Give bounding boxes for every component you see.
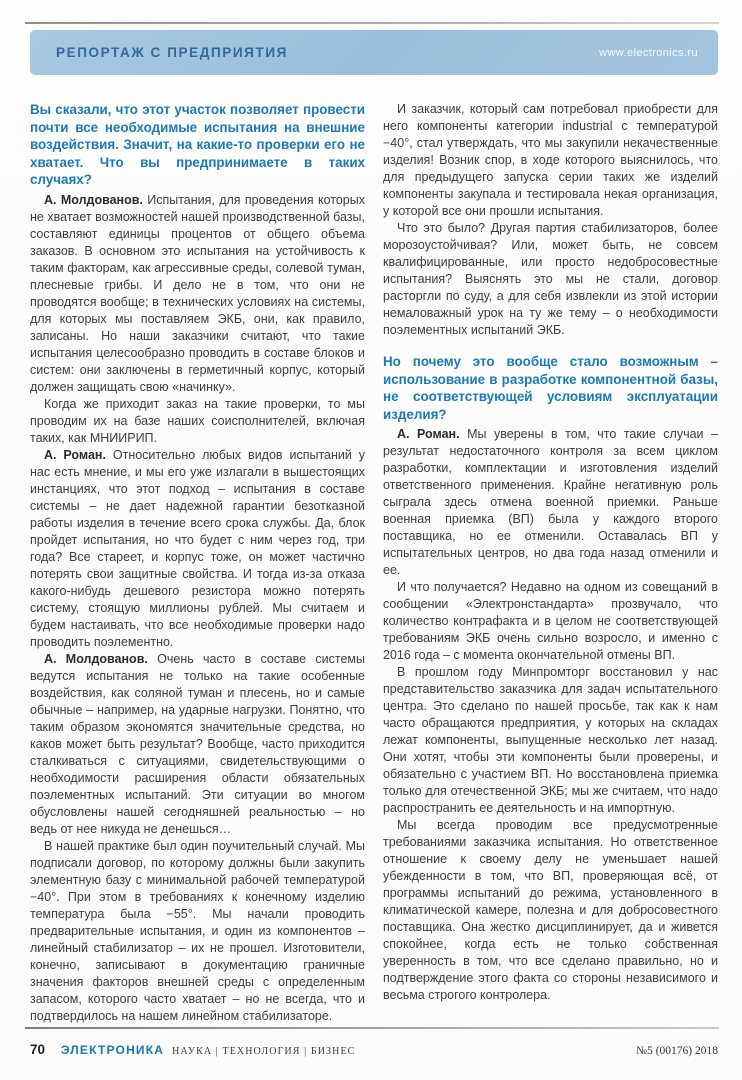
interview-question: Вы сказали, что этот участок позволяет провести почти все необходимые испытания на внешние воздействия. Значит, на какие-то проверки его не хватает. Что вы предпринимаете в таких случаях? [30,102,365,187]
left-column [30,101,365,1023]
website-url: www.electronics.ru [599,46,698,59]
paragraph-text: В прошлом году Минпромторг восстановил у нас представительство заказчика для задач испытательного центра. Это сделано по нашей просьбе, так как к нам часто обращаются предприятия, у которых на складах лежат компоненты, выпущенные несколько лет назад. Они хотят, чтобы эти компоненты были проверены, и обязательно с участием ВП. Но восстановлена приемка только для отечественной ЭКБ; мы же считаем, что надо распространить ее деятельность и на импортную. [383,665,718,815]
answer-paragraph [30,651,365,838]
paragraph-text: Что это было? Другая партия стабилизаторов, более морозоустойчивая? Или, может быть, не совсем квалифицированные, или просто недобросовестные испытания? Выяснять это мы не стали, договор расторгли по суду, а для себя извлекли из этой истории немаловажный урок на ту же тему – о необходимости поэлементных испытаний ЭКБ. [383,221,718,337]
answer-paragraph [30,838,365,1024]
answer-paragraph [30,192,365,396]
top-divider [25,22,719,24]
magazine-name: ЭЛЕКТРОНИКА [61,1043,165,1057]
paragraph-text: Мы уверены в том, что такие случаи – результат недостаточного контроля за всем циклом разработки, комплектации и изготовления изделий ответственного применения. Крайне негативную роль сыграла здесь отмена военной приемки. Раньше военная приемка (ВП) была у каждого второго поставщика, но ее отменили. Оставалась ВП у испытательных центров, но два года назад отменили и ее. [383,427,718,577]
paragraph-text: Мы всегда проводим все предусмотренные требованиями заказчика испытания. Но ответственное отношение к своему делу не уменьшает нашей убежденности в том, что ВП, проверяющая всё, от программы испытаний до режима, установленного в климатической камере, полезна и для добросовестного поставщика. Она жестко дисциплинирует, да и живется спокойнее, когда есть не только собственная уверенность в том, что все сделано правильно, но и подтверждение этого факта со стороны независимого и весьма строгого контролера. [383,818,718,1002]
speaker-name: А. Молдованов. [44,651,148,666]
answer-paragraph [383,101,718,220]
right-column [383,101,718,1023]
interview-question: Но почему это вообще стало возможным – использование в разработке компонентной базы, не соответствующей условиям эксплуатации изделия? [383,354,718,422]
answer-paragraph [383,579,718,664]
section-title: РЕПОРТАЖ С ПРЕДПРИЯТИЯ [56,45,288,60]
answer-paragraph [30,447,365,651]
answer-paragraph [383,664,718,817]
paragraph-text: Относительно любых видов испытаний у нас есть мнение, и мы его уже излагали в вышестоящих инстанциях, что этот подход – испытания в составе системы – не дает надежной гарантии безотказной работы изделия в течение всего срока службы. Да, блок пройдет испытания, но что будет с ним через год, три года? Все стареет, и корпус тоже, он может частично потерять свои защитные свойства. И тогда из-за отказа какого-нибудь дешевого резистора можно потерять систему, стоящую миллионы рублей. Мы считаем и будем настаивать, что все необходимые проверки надо проводить поэлементно. [30,447,365,649]
paragraph-text: В нашей практике был один поучительный случай. Мы подписали договор, по которому должны были закупить элементную базу с минимальной рабочей температурой −40°. При этом в требованиях к конечному изделию температура была −55°. Мы начали проводить предварительные испытания, и один из компонентов – линейный стабилизатор – их не прошел. Изготовители, конечно, записывают в документацию граничные значения факторов внешней среды с определенным запасом, которого часто хватает – но не всегда, что и подтвердилось на нашем линейном стабилизаторе. [30,838,365,1023]
paragraph-text: И заказчик, который сам потребовал приобрести для него компоненты категории industrial с температурой −40°, стал утверждать, что мы закупили некачественные изделия! Возник спор, в ходе которого выяснилось, что для предыдущего запуска серии таких же изделий компоненты закупала и тестировала некая организация, у которой все они прошли испытания. [383,102,718,218]
paragraph-text: Очень часто в составе системы ведутся испытания не только на такие особенные воздействия, как соляной туман и плесень, но и самые обычные – например, на ударные нагрузки. Понятно, что таким образом экономятся значительные средства, но каков может быть результат? Вообще, часто приходится сталкиваться с ситуациями, свидетельствующими о необходимости расширения области обязательных поэлементных испытаний. Эти ситуации во многом обусловлены нашей сегодняшней реальностью – но ведь от нее никуда не денешься… [30,651,365,836]
answer-paragraph [383,220,718,339]
paragraph-text: Испытания, для проведения которых не хватает возможностей нашей производственной базы, составляют единицы процентов от общего объема заказов. В основном это испытания на устойчивость к таким факторам, как агрессивные среды, солевой туман, плесневые грибы. И дело не в том, что они не проводятся вообще; в технических условиях на системы, для которых мы поставляем ЭКБ, они, как правило, записаны. Но наши заказчики считают, что такие испытания целесообразно проводить в составе блоков и систем: они заключены в герметичный корпус, который должен защищать свою «начинку». [30,192,365,394]
page-number: 70 [30,1042,46,1057]
answer-paragraph [383,426,718,579]
footer-divider [25,1027,719,1029]
answer-paragraph [30,396,365,447]
issue-number: №5 (00176) 2018 [636,1045,718,1057]
paragraph-text: И что получается? Недавно на одном из совещаний в сообщении «Электронстандарта» прозвучало, что количество контрафакта и в целом не соответствующей требованиям ЭКБ очень сильно возросло, и именно с 2016 года – с момента окончательной отмены ВП. [383,580,718,662]
magazine-tagline: НАУКА | ТЕХНОЛОГИЯ | БИЗНЕС [172,1046,356,1057]
section-banner [30,30,718,75]
answer-paragraph [383,817,718,1004]
paragraph-text: Когда же приходит заказ на такие проверки, то мы проводим их на базе наших соисполнителей, включая таких, как МНИИРИП. [30,396,365,445]
page-footer [30,1042,718,1057]
speaker-name: А. Роман. [44,447,106,462]
speaker-name: А. Роман. [397,427,460,441]
article-columns [30,101,718,1023]
speaker-name: А. Молдованов. [44,192,143,207]
